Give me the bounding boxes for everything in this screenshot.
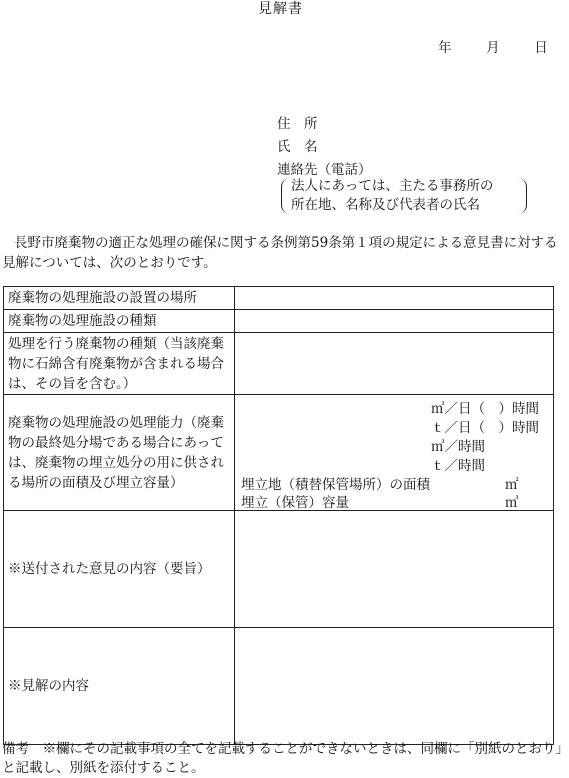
date-year: 年 [438,40,452,56]
applicant-address-label: 住 所 [277,116,318,132]
remarks-text: ※欄にその記載事項の全てを記載することができないときは、同欄に「別紙のとおり」と記載し、別紙を添付すること。 [2,741,563,776]
document-title: 見解書 [258,1,303,17]
table-row [4,511,554,628]
date-month: 月 [486,40,500,56]
date-line [438,36,548,56]
row-value-received-opinion [235,511,554,628]
corp-note-line2: 所在地、名称及び代表者の氏名 [291,197,480,213]
landfill-area-unit: ㎡ [505,476,519,493]
row-value-view-content [235,628,554,745]
applicant-contact-label: 連絡先（電話） [277,162,372,178]
row-label-view-content: ※見解の内容 [4,628,235,745]
row-label-capacity: 廃棄物の処理施設の処理能力（廃棄物の最終処分場である場合にあっては、廃棄物の埋立処分の用に供される場所の面積及び埋立容量） [4,395,235,511]
landfill-capacity-label: 埋立（保管）容量 [241,494,349,511]
row-label-facility-type: 廃棄物の処理施設の種類 [4,310,235,333]
unit-m3-per-day: ㎥／日（ ）時間 [431,400,539,417]
remarks [2,740,568,778]
row-label-received-opinion: ※送付された意見の内容（要旨） [4,511,235,628]
landfill-area-label: 埋立地（積替保管場所）の面積 [241,476,430,493]
row-value-facility-type [235,310,554,333]
unit-t-per-day: ｔ／日（ ）時間 [431,419,539,436]
opinion-table [3,286,554,745]
table-row [4,287,554,310]
intro-paragraph: 長野市廃棄物の適正な処理の確保に関する条例第59条第１項の規定による意見書に対する見解については、次のとおりです。 [2,235,558,271]
row-value-location [235,287,554,310]
table-row [4,310,554,333]
date-day: 日 [534,40,548,56]
row-value-capacity [235,395,554,511]
applicant-name-label: 氏 名 [277,139,318,155]
row-value-waste-type [235,333,554,395]
remarks-prefix: 備考 [2,741,43,757]
corp-note-line1: 法人にあっては、主たる事務所の [291,178,494,194]
row-label-location: 廃棄物の処理施設の設置の場所 [4,287,235,310]
corp-note [291,177,493,215]
landfill-capacity-unit: ㎥ [505,494,519,511]
table-row [4,333,554,395]
table-row [4,628,554,745]
unit-t-per-hour: ｔ／時間 [431,457,485,474]
unit-m3-per-hour: ㎥／時間 [431,438,485,455]
table-row [4,395,554,511]
row-label-waste-type: 処理を行う廃棄物の種類（当該廃棄物に石綿含有廃棄物が含まれる場合は、その旨を含む。） [4,333,235,395]
